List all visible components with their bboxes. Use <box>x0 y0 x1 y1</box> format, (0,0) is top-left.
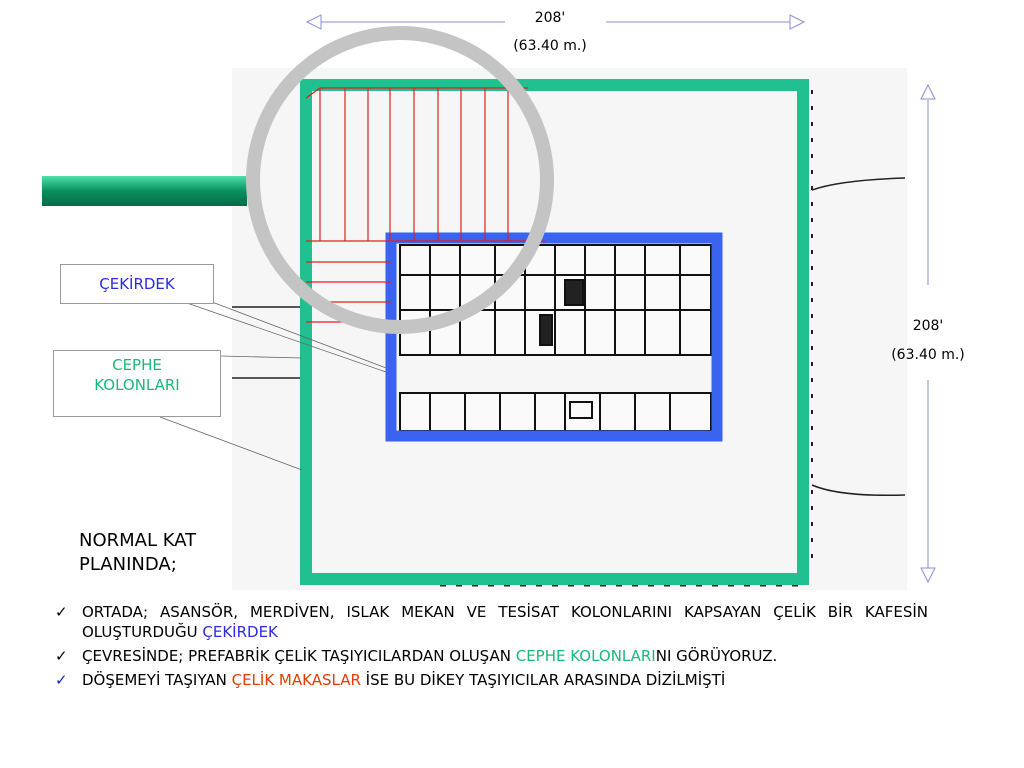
check-icon: ✓ <box>55 671 68 689</box>
facade-callout-line2: KOLONLARI <box>94 376 180 394</box>
check-icon: ✓ <box>55 647 68 665</box>
plan-title-line1: NORMAL KAT <box>79 530 197 551</box>
dimension-right-feet: 208' <box>912 318 944 334</box>
bullet-highlight-trusses: ÇELİK MAKASLAR <box>231 671 361 689</box>
plan-title-line2: PLANINDA; <box>79 554 177 575</box>
dimension-top-feet: 208' <box>534 10 566 26</box>
bullet-text: ORTADA; ASANSÖR, MERDİVEN, ISLAK MEKAN VE TESİSAT KOLONLARINI KAPSAYAN ÇELİK BİR KAFESİN OLUŞTURDUĞU <box>82 603 928 641</box>
facade-callout-line1: CEPHE <box>112 356 162 374</box>
plan-title <box>79 529 196 577</box>
bullet-list <box>55 602 928 694</box>
bullet-highlight-facade: CEPHE KOLONLARI <box>515 647 656 665</box>
bullet-item-core <box>55 602 928 642</box>
dimension-top-meters: (63.40 m.) <box>513 38 587 54</box>
bullet-after: NI GÖRÜYORUZ. <box>655 647 778 665</box>
bullet-text: DÖŞEMEYİ TAŞIYAN <box>82 671 232 689</box>
steel-beam <box>42 176 247 206</box>
bullet-after: İSE BU DİKEY TAŞIYICILAR ARASINDA DİZİLMİŞTİ <box>360 671 726 689</box>
dimension-right-meters: (63.40 m.) <box>891 347 965 363</box>
bullet-highlight-core: ÇEKİRDEK <box>202 623 278 641</box>
core-plan-drawing <box>400 245 711 431</box>
facade-columns-callout <box>53 350 221 417</box>
bullet-text: ÇEVRESİNDE; PREFABRİK ÇELİK TAŞIYICILARDAN OLUŞAN <box>82 647 516 665</box>
core-callout <box>60 264 214 304</box>
bullet-item-trusses <box>55 670 928 690</box>
check-icon: ✓ <box>55 603 68 621</box>
core-callout-label: ÇEKİRDEK <box>99 275 175 293</box>
bullet-item-facade <box>55 646 928 666</box>
